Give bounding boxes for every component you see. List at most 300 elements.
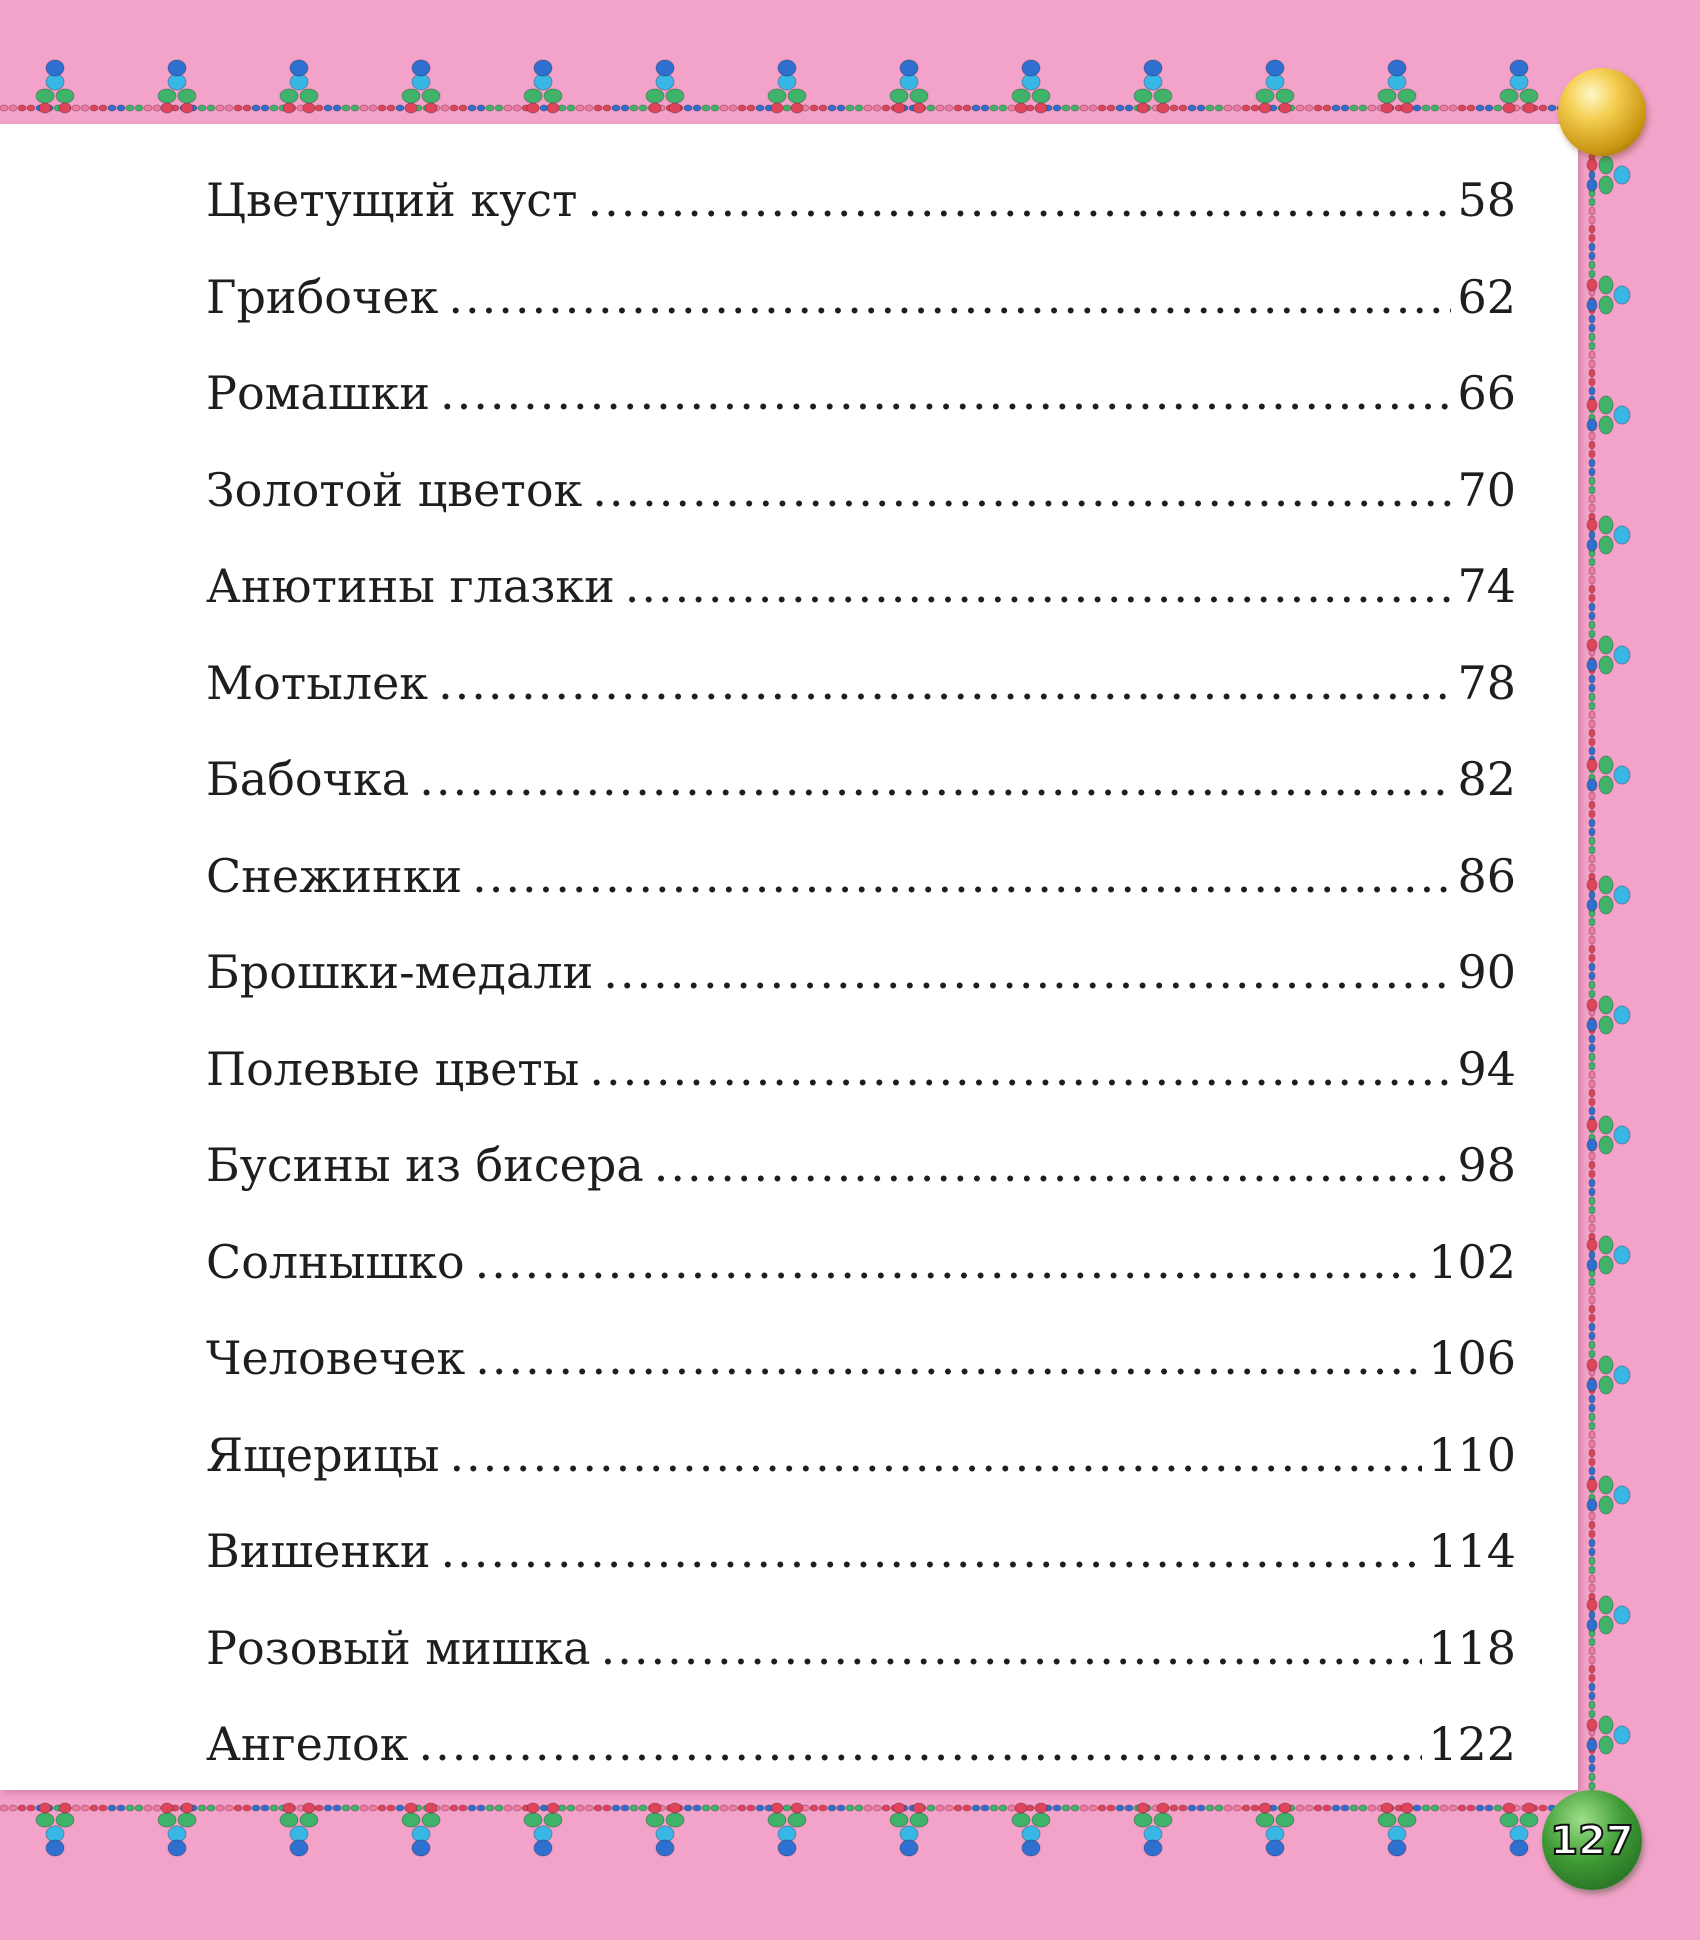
bead-line-bead — [1589, 216, 1595, 224]
bead-line-bead — [108, 105, 116, 111]
bead-line-bead — [954, 105, 962, 111]
bead-cluster-bead — [1599, 656, 1613, 674]
toc-entry[interactable] — [206, 942, 1516, 1039]
bead-line-bead — [1589, 837, 1595, 845]
bead-line-bead — [1589, 1611, 1595, 1619]
bead-cluster-bead — [36, 89, 54, 103]
toc-entry[interactable] — [206, 1135, 1516, 1232]
bead-line-bead — [1125, 105, 1133, 111]
bead-cluster-bead — [1614, 1606, 1630, 1624]
bead-line-bead — [1431, 105, 1439, 111]
toc-entry-page: 98 — [1457, 1138, 1516, 1192]
bead-line-bead — [819, 105, 827, 111]
bead-line-bead — [1589, 1251, 1595, 1259]
bead-cluster-bead — [1614, 766, 1630, 784]
bead-line-bead — [1589, 1188, 1595, 1196]
bead-line-bead — [1368, 105, 1376, 111]
bead-line-bead — [1314, 105, 1322, 111]
bead-cluster-bead — [1259, 103, 1271, 113]
bead-cluster-bead — [1279, 103, 1291, 113]
bead-cluster-bead — [1599, 1376, 1613, 1394]
bead-cluster-bead — [778, 60, 796, 76]
toc-entry-page: 106 — [1428, 1331, 1516, 1385]
bead-line-bead — [351, 105, 359, 111]
bead-line-bead — [684, 105, 692, 111]
bead-line-bead — [378, 105, 386, 111]
bead-line-bead — [1589, 1638, 1595, 1646]
bead-line-bead — [1589, 1044, 1595, 1052]
bead-line-bead — [1589, 1548, 1595, 1556]
bead-line-bead — [1589, 1287, 1595, 1295]
toc-entry-page: 114 — [1428, 1524, 1516, 1578]
bead-cluster-bead — [158, 1813, 176, 1827]
bead-line-bead — [441, 105, 449, 111]
bead-cluster-bead — [1137, 103, 1149, 113]
bead-line-bead — [585, 105, 593, 111]
bead-line-bead — [1589, 819, 1595, 827]
bead-cluster-bead — [1587, 539, 1597, 551]
bead-cluster-bead — [524, 1813, 542, 1827]
bead-line-bead — [1589, 495, 1595, 503]
bead-cluster-bead — [59, 103, 71, 113]
bead-line-bead — [477, 105, 485, 111]
bead-line-bead — [1589, 1323, 1595, 1331]
bead-line-bead — [1589, 1161, 1595, 1169]
bead-line-bead — [990, 105, 998, 111]
bead-cluster-bead — [1266, 1840, 1284, 1856]
bead-line-bead — [1589, 1683, 1595, 1691]
bead-line-bead — [1589, 486, 1595, 494]
bead-line-bead — [1589, 990, 1595, 998]
bead-cluster-bead — [768, 1813, 786, 1827]
bead-line-bead — [1449, 105, 1457, 111]
bead-line-bead — [1197, 105, 1205, 111]
bead-cluster-bead — [1587, 1739, 1597, 1751]
bead-line-bead — [126, 1805, 134, 1811]
bead-line-bead — [1589, 1557, 1595, 1565]
bead-cluster-bead — [39, 103, 51, 113]
bead-cluster-bead — [893, 103, 905, 113]
toc-entry[interactable] — [206, 363, 1516, 460]
bead-line-bead — [153, 1805, 161, 1811]
bead-line-bead — [1422, 105, 1430, 111]
bead-cluster-bead — [1599, 396, 1613, 414]
bead-cluster-bead — [1614, 286, 1630, 304]
toc-entry-page: 86 — [1457, 848, 1516, 903]
bead-cluster-bead — [1144, 60, 1162, 76]
bead-line-bead — [1341, 105, 1349, 111]
bead-line-bead — [1589, 1422, 1595, 1430]
bead-line-bead — [927, 105, 935, 111]
bead-cluster-bead — [1523, 1803, 1535, 1813]
bead-line-bead — [360, 105, 368, 111]
bead-line-bead — [117, 1805, 125, 1811]
bead-line-bead — [1589, 1512, 1595, 1520]
bead-line-bead — [72, 105, 80, 111]
toc-entry-title: Розовый мишка — [206, 1620, 591, 1675]
bead-line-bead — [18, 1805, 26, 1811]
bead-cluster-bead — [46, 1840, 64, 1856]
toc-entry[interactable] — [206, 1618, 1516, 1715]
bead-line-bead — [504, 105, 512, 111]
toc-entry[interactable] — [206, 1039, 1516, 1136]
bead-cluster-bead — [1587, 659, 1597, 671]
bead-line-bead — [1548, 105, 1556, 111]
bead-line-bead — [270, 105, 278, 111]
bead-line-bead — [1589, 1314, 1595, 1322]
bead-line-bead — [1589, 1656, 1595, 1664]
bead-line-bead — [1179, 105, 1187, 111]
bead-line-bead — [1206, 105, 1214, 111]
bead-cluster-bead — [1520, 89, 1538, 103]
toc-entry-title: Бусины из бисера — [206, 1138, 644, 1192]
bead-line-bead — [1589, 225, 1595, 233]
bead-cluster-bead — [1599, 1016, 1613, 1034]
bead-line-bead — [198, 1805, 206, 1811]
bead-line-bead — [369, 105, 377, 111]
bead-cluster-bead — [1144, 1840, 1162, 1856]
bead-line-bead — [1589, 1098, 1595, 1106]
bead-line-bead — [1589, 1395, 1595, 1403]
toc-entry[interactable] — [206, 1425, 1516, 1522]
bead-cluster-bead — [1500, 89, 1518, 103]
bead-cluster-bead — [1587, 1119, 1597, 1131]
bead-cluster-bead — [1378, 1813, 1396, 1827]
bead-line-bead — [1589, 270, 1595, 278]
bead-line-bead — [1589, 1080, 1595, 1088]
toc-leader-dots — [440, 363, 1451, 423]
toc-entry-title: Солнышко — [206, 1234, 465, 1289]
bead-cluster-bead — [280, 1813, 298, 1827]
bead-line-bead — [1589, 711, 1595, 719]
bead-cluster-bead — [181, 1803, 193, 1813]
bead-cluster-bead — [1587, 639, 1597, 651]
bead-cluster-bead — [1587, 879, 1597, 891]
bead-line-bead — [1467, 105, 1475, 111]
bead-cluster-bead — [405, 103, 417, 113]
bead-line-bead — [720, 105, 728, 111]
bead-line-bead — [603, 105, 611, 111]
bead-border-right — [1570, 135, 1660, 1790]
toc-entry-title: Человечек — [206, 1331, 466, 1385]
bead-cluster-bead — [178, 89, 196, 103]
bead-cluster-bead — [1599, 776, 1613, 794]
bead-line-bead — [1589, 963, 1595, 971]
bead-line-bead — [0, 1805, 8, 1811]
bead-line-bead — [1589, 1701, 1595, 1709]
bead-line-bead — [1589, 576, 1595, 584]
bead-line-bead — [1589, 1440, 1595, 1448]
bead-line-bead — [1589, 1404, 1595, 1412]
table-of-contents — [206, 170, 1516, 1811]
toc-entry-title: Анютины глазки — [206, 559, 615, 613]
toc-entry-page: 82 — [1457, 752, 1516, 806]
toc-leader-dots — [419, 749, 1451, 809]
bead-cluster-bead — [1154, 1813, 1172, 1827]
bead-cluster-bead — [1599, 1136, 1613, 1154]
bead-line-bead — [747, 105, 755, 111]
bead-line-bead — [1589, 1647, 1595, 1655]
bead-line-bead — [1589, 810, 1595, 818]
bead-border-right-graphic — [1570, 135, 1660, 1790]
bead-line-bead — [90, 105, 98, 111]
bead-cluster-bead — [1276, 1813, 1294, 1827]
bead-line-bead — [1242, 105, 1250, 111]
bead-line-bead — [1485, 105, 1493, 111]
toc-entry[interactable] — [206, 1328, 1516, 1425]
bead-line-bead — [0, 105, 8, 111]
toc-entry[interactable] — [206, 170, 1516, 267]
bead-cluster-bead — [1599, 516, 1613, 534]
bead-cluster-bead — [656, 1840, 674, 1856]
bead-cluster-bead — [646, 1813, 664, 1827]
bead-cluster-bead — [1500, 1813, 1518, 1827]
bead-line-bead — [1589, 378, 1595, 386]
bead-line-bead — [1589, 945, 1595, 953]
toc-entry-page: 74 — [1457, 559, 1516, 613]
bead-line-bead — [450, 105, 458, 111]
bead-cluster-bead — [768, 89, 786, 103]
gold-bead-corner — [1558, 68, 1646, 156]
bead-line-bead — [1589, 531, 1595, 539]
bead-line-bead — [1458, 105, 1466, 111]
bead-cluster-bead — [1587, 179, 1597, 191]
bead-cluster-bead — [1599, 416, 1613, 434]
bead-line-bead — [1359, 105, 1367, 111]
toc-entry[interactable] — [206, 749, 1516, 846]
bead-cluster-bead — [1614, 646, 1630, 664]
bead-line-bead — [135, 105, 143, 111]
bead-line-bead — [1589, 1062, 1595, 1070]
bead-cluster-bead — [1599, 296, 1613, 314]
bead-line-bead — [1589, 630, 1595, 638]
bead-line-bead — [1589, 972, 1595, 980]
bead-cluster-bead — [527, 103, 539, 113]
bead-cluster-bead — [46, 60, 64, 76]
bead-line-bead — [1589, 342, 1595, 350]
bead-cluster-bead — [1587, 1259, 1597, 1271]
bead-line-bead — [639, 105, 647, 111]
bead-cluster-bead — [1587, 279, 1597, 291]
bead-cluster-bead — [1587, 1719, 1597, 1731]
bead-line-bead — [153, 105, 161, 111]
bead-cluster-bead — [544, 89, 562, 103]
bead-line-bead — [1589, 468, 1595, 476]
bead-cluster-bead — [1015, 103, 1027, 113]
bead-line-bead — [324, 105, 332, 111]
bead-line-bead — [1589, 459, 1595, 467]
toc-entry[interactable] — [206, 1232, 1516, 1329]
bead-cluster-bead — [1276, 89, 1294, 103]
bead-cluster-bead — [168, 1840, 186, 1856]
bead-cluster-bead — [778, 1840, 796, 1856]
bead-line-bead — [1589, 891, 1595, 899]
bead-line-bead — [1589, 747, 1595, 755]
page-number: 127 — [1550, 1818, 1634, 1864]
bead-line-bead — [1589, 333, 1595, 341]
toc-entry-page: 122 — [1428, 1717, 1516, 1771]
bead-line-bead — [1233, 105, 1241, 111]
bead-line-bead — [90, 1805, 98, 1811]
bead-line-bead — [225, 105, 233, 111]
bead-line-bead — [1589, 936, 1595, 944]
bead-cluster-bead — [771, 103, 783, 113]
bead-line-bead — [1589, 720, 1595, 728]
toc-entry-title: Цветущий куст — [206, 173, 578, 227]
bead-line-bead — [243, 105, 251, 111]
bead-cluster-bead — [1587, 419, 1597, 431]
bead-line-bead — [108, 1805, 116, 1811]
toc-entry-title: Снежинки — [206, 848, 463, 903]
bead-cluster-bead — [402, 89, 420, 103]
bead-line-bead — [702, 105, 710, 111]
bead-line-bead — [873, 105, 881, 111]
bead-line-bead — [1589, 594, 1595, 602]
bead-cluster-bead — [1599, 1256, 1613, 1274]
toc-leader-dots — [592, 460, 1451, 520]
bead-line-bead — [1251, 105, 1259, 111]
bead-line-bead — [1589, 855, 1595, 863]
bead-line-bead — [1413, 105, 1421, 111]
bead-cluster-bead — [1614, 1126, 1630, 1144]
bead-cluster-bead — [534, 1840, 552, 1856]
bead-line-bead — [1589, 603, 1595, 611]
bead-line-bead — [1476, 105, 1484, 111]
bead-cluster-bead — [1599, 996, 1613, 1014]
bead-cluster-bead — [1510, 1840, 1528, 1856]
bead-cluster-bead — [1035, 103, 1047, 113]
toc-entry[interactable] — [206, 653, 1516, 750]
bead-line-bead — [594, 105, 602, 111]
bead-cluster-bead — [791, 103, 803, 113]
bead-line-bead — [387, 105, 395, 111]
bead-line-bead — [1589, 1278, 1595, 1286]
bead-line-bead — [1589, 1710, 1595, 1718]
bead-line-bead — [144, 1805, 152, 1811]
bead-cluster-bead — [1599, 1496, 1613, 1514]
bead-cluster-bead — [36, 1813, 54, 1827]
bead-cluster-bead — [669, 103, 681, 113]
toc-entry-page: 58 — [1457, 173, 1516, 227]
bead-line-bead — [1080, 105, 1088, 111]
bead-cluster-bead — [890, 1813, 908, 1827]
bead-cluster-bead — [1523, 103, 1535, 113]
bead-cluster-bead — [788, 1813, 806, 1827]
bead-border-top-graphic — [0, 38, 1570, 128]
toc-leader-dots — [475, 1328, 1422, 1388]
toc-entry-page: 62 — [1457, 269, 1516, 324]
bead-cluster-bead — [1614, 526, 1630, 544]
bead-line-bead — [783, 105, 791, 111]
bead-line-bead — [252, 105, 260, 111]
bead-cluster-bead — [1157, 103, 1169, 113]
toc-entry-page: 90 — [1457, 945, 1516, 999]
bead-cluster-bead — [1587, 1359, 1597, 1371]
toc-entry-title: Мотылек — [206, 655, 429, 710]
bead-line-bead — [1305, 105, 1313, 111]
toc-entry-page: 66 — [1457, 366, 1516, 420]
bead-line-bead — [513, 105, 521, 111]
toc-entry[interactable] — [206, 460, 1516, 557]
bead-cluster-bead — [1587, 1019, 1597, 1031]
bead-line-bead — [72, 1805, 80, 1811]
toc-entry[interactable] — [206, 1521, 1516, 1618]
bead-line-bead — [1589, 1332, 1595, 1340]
bead-cluster-bead — [161, 103, 173, 113]
toc-entry-title: Бабочка — [206, 752, 410, 806]
bead-line-bead — [711, 105, 719, 111]
bead-cluster-bead — [1520, 1813, 1538, 1827]
bead-line-bead — [1589, 477, 1595, 485]
bead-cluster-bead — [161, 1803, 173, 1813]
bead-line-bead — [1589, 207, 1595, 215]
bead-line-bead — [810, 105, 818, 111]
bead-line-bead — [333, 105, 341, 111]
bead-cluster-bead — [1614, 1366, 1630, 1384]
bead-line-bead — [1589, 981, 1595, 989]
bead-line-bead — [1589, 1197, 1595, 1205]
bead-cluster-bead — [1599, 536, 1613, 554]
bead-cluster-bead — [1599, 1716, 1613, 1734]
bead-cluster-bead — [1388, 60, 1406, 76]
bead-cluster-bead — [1614, 166, 1630, 184]
bead-cluster-bead — [1587, 399, 1597, 411]
bead-line-bead — [729, 105, 737, 111]
bead-cluster-bead — [290, 1840, 308, 1856]
bead-line-bead — [1589, 1341, 1595, 1349]
bead-line-bead — [81, 1805, 89, 1811]
bead-line-bead — [1589, 1449, 1595, 1457]
bead-line-bead — [981, 105, 989, 111]
bead-cluster-bead — [1599, 876, 1613, 894]
bead-line-bead — [1323, 105, 1331, 111]
bead-cluster-bead — [1599, 756, 1613, 774]
bead-line-bead — [1589, 1584, 1595, 1592]
bead-cluster-bead — [666, 89, 684, 103]
bead-cluster-bead — [158, 89, 176, 103]
bead-cluster-bead — [1032, 89, 1050, 103]
bead-line-bead — [1098, 105, 1106, 111]
bead-line-bead — [1589, 612, 1595, 620]
bead-line-bead — [846, 105, 854, 111]
bead-line-bead — [1589, 261, 1595, 269]
bead-line-bead — [1589, 1782, 1595, 1790]
bead-cluster-bead — [1587, 519, 1597, 531]
bead-line-bead — [945, 105, 953, 111]
bead-line-bead — [1589, 1665, 1595, 1673]
bead-line-bead — [1589, 1764, 1595, 1772]
bead-line-bead — [1116, 105, 1124, 111]
bead-cluster-bead — [656, 60, 674, 76]
toc-entry[interactable] — [206, 846, 1516, 943]
toc-entry[interactable] — [206, 1714, 1516, 1811]
toc-entry-title: Ангелок — [206, 1717, 409, 1771]
toc-entry-page: 78 — [1457, 655, 1516, 710]
bead-line-bead — [468, 105, 476, 111]
bead-cluster-bead — [290, 60, 308, 76]
bead-line-bead — [1589, 1224, 1595, 1232]
toc-entry[interactable] — [206, 556, 1516, 653]
bead-line-bead — [1539, 1805, 1547, 1811]
bead-cluster-bead — [1256, 89, 1274, 103]
toc-entry[interactable] — [206, 267, 1516, 364]
bead-line-bead — [1296, 105, 1304, 111]
bead-cluster-bead — [1614, 1726, 1630, 1744]
bead-cluster-bead — [1599, 636, 1613, 654]
bead-line-bead — [1589, 1170, 1595, 1178]
bead-line-bead — [756, 105, 764, 111]
bead-cluster-bead — [283, 103, 295, 113]
